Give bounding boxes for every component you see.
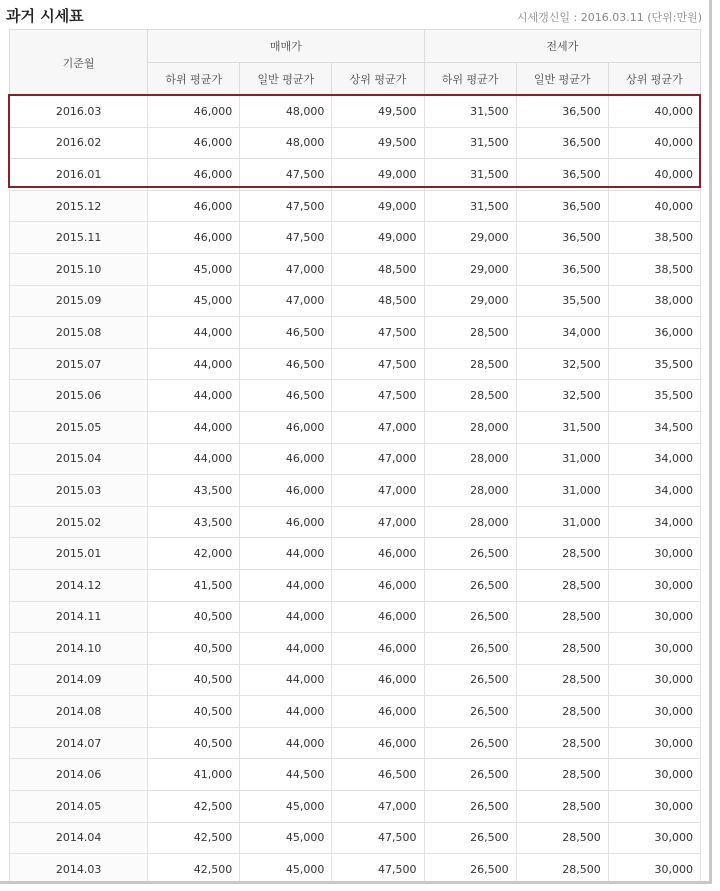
jeonse-upper-avg-header: 상위 평균가: [608, 63, 700, 96]
jeonse-upper-avg-cell: 38,500: [608, 222, 700, 254]
sale-upper-avg-cell: 47,000: [332, 443, 424, 475]
jeonse-upper-avg-cell: 35,500: [608, 348, 700, 380]
jeonse-normal-avg-cell: 36,500: [516, 190, 608, 222]
table-header: [10, 30, 701, 96]
sale-upper-avg-cell: 49,000: [332, 190, 424, 222]
jeonse-upper-avg-cell: 40,000: [608, 190, 700, 222]
jeonse-lower-avg-cell: 31,500: [424, 96, 516, 128]
jeonse-normal-avg-cell: 34,000: [516, 317, 608, 349]
jeonse-normal-avg-cell: 28,500: [516, 822, 608, 854]
sale-normal-avg-cell: 47,500: [240, 222, 332, 254]
jeonse-normal-avg-header: 일반 평균가: [516, 63, 608, 96]
jeonse-normal-avg-cell: 28,500: [516, 791, 608, 823]
sale-normal-avg-cell: 47,500: [240, 190, 332, 222]
jeonse-lower-avg-cell: 31,500: [424, 127, 516, 159]
sale-normal-avg-cell: 47,000: [240, 253, 332, 285]
jeonse-lower-avg-cell: 28,500: [424, 380, 516, 412]
jeonse-lower-avg-cell: 26,500: [424, 569, 516, 601]
month-cell: 2014.03: [10, 854, 148, 884]
sale-normal-avg-cell: 44,000: [240, 696, 332, 728]
sale-upper-avg-cell: 49,000: [332, 159, 424, 191]
jeonse-normal-avg-cell: 28,500: [516, 696, 608, 728]
jeonse-upper-avg-cell: 38,500: [608, 253, 700, 285]
jeonse-lower-avg-cell: 26,500: [424, 696, 516, 728]
sale-normal-avg-cell: 44,000: [240, 727, 332, 759]
month-cell: 2015.01: [10, 538, 148, 570]
sale-normal-avg-cell: 46,000: [240, 506, 332, 538]
table-row: [10, 411, 701, 443]
sale-normal-avg-cell: 46,500: [240, 317, 332, 349]
month-cell: 2016.03: [10, 96, 148, 128]
sale-upper-avg-cell: 46,000: [332, 664, 424, 696]
sale-normal-avg-cell: 45,000: [240, 822, 332, 854]
sale-lower-avg-cell: 44,000: [148, 380, 240, 412]
month-cell: 2014.11: [10, 601, 148, 633]
table-row: [10, 285, 701, 317]
sale-normal-avg-cell: 46,000: [240, 475, 332, 507]
jeonse-normal-avg-cell: 32,500: [516, 348, 608, 380]
sale-lower-avg-cell: 44,000: [148, 317, 240, 349]
sale-upper-avg-cell: 46,000: [332, 696, 424, 728]
month-cell: 2015.09: [10, 285, 148, 317]
month-cell: 2015.12: [10, 190, 148, 222]
jeonse-normal-avg-cell: 36,500: [516, 253, 608, 285]
table-row: [10, 317, 701, 349]
jeonse-upper-avg-cell: 30,000: [608, 633, 700, 665]
table-row: [10, 759, 701, 791]
sale-normal-avg-cell: 44,000: [240, 538, 332, 570]
table-row: [10, 443, 701, 475]
sale-lower-avg-cell: 46,000: [148, 222, 240, 254]
sale-upper-avg-header: 상위 평균가: [332, 63, 424, 96]
table-row: [10, 822, 701, 854]
sale-upper-avg-cell: 46,000: [332, 601, 424, 633]
sale-upper-avg-cell: 47,500: [332, 822, 424, 854]
month-cell: 2015.06: [10, 380, 148, 412]
table-row: [10, 222, 701, 254]
update-info: 시세갱신일 : 2016.03.11 (단위:만원): [516, 11, 702, 24]
sale-lower-avg-cell: 41,500: [148, 569, 240, 601]
jeonse-upper-avg-cell: 40,000: [608, 96, 700, 128]
sale-upper-avg-cell: 47,500: [332, 854, 424, 884]
jeonse-normal-avg-cell: 31,000: [516, 443, 608, 475]
jeonse-upper-avg-cell: 30,000: [608, 854, 700, 884]
sale-normal-avg-cell: 46,000: [240, 411, 332, 443]
jeonse-upper-avg-cell: 34,000: [608, 443, 700, 475]
jeonse-upper-avg-cell: 38,000: [608, 285, 700, 317]
jeonse-normal-avg-cell: 31,500: [516, 411, 608, 443]
sale-upper-avg-cell: 46,500: [332, 759, 424, 791]
sale-lower-avg-cell: 46,000: [148, 190, 240, 222]
table-row: [10, 633, 701, 665]
jeonse-upper-avg-cell: 36,000: [608, 317, 700, 349]
jeonse-normal-avg-cell: 35,500: [516, 285, 608, 317]
jeonse-normal-avg-cell: 28,500: [516, 854, 608, 884]
jeonse-upper-avg-cell: 40,000: [608, 127, 700, 159]
jeonse-lower-avg-cell: 26,500: [424, 633, 516, 665]
sale-upper-avg-cell: 48,500: [332, 285, 424, 317]
table-row: [10, 506, 701, 538]
sale-lower-avg-cell: 43,500: [148, 506, 240, 538]
table-row: [10, 727, 701, 759]
sale-lower-avg-cell: 46,000: [148, 159, 240, 191]
month-cell: 2014.10: [10, 633, 148, 665]
jeonse-normal-avg-cell: 31,000: [516, 506, 608, 538]
jeonse-normal-avg-cell: 31,000: [516, 475, 608, 507]
month-cell: 2014.05: [10, 791, 148, 823]
month-cell: 2015.05: [10, 411, 148, 443]
sale-normal-avg-cell: 47,000: [240, 285, 332, 317]
sale-lower-avg-cell: 44,000: [148, 348, 240, 380]
month-cell: 2016.01: [10, 159, 148, 191]
panel-header: [0, 0, 710, 30]
month-cell: 2014.08: [10, 696, 148, 728]
sale-upper-avg-cell: 46,000: [332, 727, 424, 759]
jeonse-lower-avg-cell: 26,500: [424, 791, 516, 823]
jeonse-normal-avg-cell: 36,500: [516, 159, 608, 191]
sale-lower-avg-cell: 44,000: [148, 411, 240, 443]
sale-upper-avg-cell: 49,500: [332, 96, 424, 128]
page-title: 과거 시세표: [6, 7, 84, 25]
sale-normal-avg-cell: 46,500: [240, 348, 332, 380]
sale-upper-avg-cell: 47,000: [332, 791, 424, 823]
sale-lower-avg-cell: 46,000: [148, 127, 240, 159]
jeonse-lower-avg-cell: 28,000: [424, 411, 516, 443]
table-row: [10, 159, 701, 191]
jeonse-upper-avg-cell: 34,000: [608, 475, 700, 507]
sale-lower-avg-cell: 40,500: [148, 633, 240, 665]
jeonse-lower-avg-cell: 26,500: [424, 854, 516, 884]
jeonse-lower-avg-cell: 28,000: [424, 475, 516, 507]
table-row: [10, 696, 701, 728]
jeonse-normal-avg-cell: 28,500: [516, 759, 608, 791]
sale-normal-avg-cell: 46,500: [240, 380, 332, 412]
jeonse-lower-avg-cell: 29,000: [424, 285, 516, 317]
jeonse-upper-avg-cell: 30,000: [608, 569, 700, 601]
table-row: [10, 253, 701, 285]
jeonse-lower-avg-cell: 26,500: [424, 601, 516, 633]
jeonse-lower-avg-cell: 26,500: [424, 664, 516, 696]
sale-upper-avg-cell: 47,500: [332, 380, 424, 412]
sale-upper-avg-cell: 47,000: [332, 475, 424, 507]
price-history-table: [9, 29, 701, 884]
month-cell: 2014.09: [10, 664, 148, 696]
jeonse-normal-avg-cell: 28,500: [516, 633, 608, 665]
jeonse-normal-avg-cell: 36,500: [516, 222, 608, 254]
month-cell: 2014.12: [10, 569, 148, 601]
jeonse-lower-avg-cell: 31,500: [424, 190, 516, 222]
sale-lower-avg-cell: 40,500: [148, 696, 240, 728]
sale-normal-avg-cell: 45,000: [240, 854, 332, 884]
month-cell: 2015.11: [10, 222, 148, 254]
sale-price-group-header: 매매가: [148, 30, 424, 63]
table-row: [10, 664, 701, 696]
jeonse-normal-avg-cell: 28,500: [516, 601, 608, 633]
jeonse-upper-avg-cell: 30,000: [608, 727, 700, 759]
jeonse-lower-avg-cell: 26,500: [424, 759, 516, 791]
jeonse-lower-avg-cell: 28,000: [424, 506, 516, 538]
jeonse-upper-avg-cell: 30,000: [608, 759, 700, 791]
jeonse-normal-avg-cell: 28,500: [516, 569, 608, 601]
sale-upper-avg-cell: 46,000: [332, 538, 424, 570]
sale-upper-avg-cell: 46,000: [332, 569, 424, 601]
sale-normal-avg-cell: 46,000: [240, 443, 332, 475]
jeonse-upper-avg-cell: 34,500: [608, 411, 700, 443]
jeonse-upper-avg-cell: 30,000: [608, 601, 700, 633]
table-row: [10, 569, 701, 601]
jeonse-upper-avg-cell: 30,000: [608, 538, 700, 570]
jeonse-upper-avg-cell: 30,000: [608, 696, 700, 728]
sale-normal-avg-cell: 48,000: [240, 127, 332, 159]
month-cell: 2014.07: [10, 727, 148, 759]
jeonse-upper-avg-cell: 35,500: [608, 380, 700, 412]
sale-upper-avg-cell: 47,500: [332, 348, 424, 380]
table-row: [10, 538, 701, 570]
sale-lower-avg-cell: 42,500: [148, 854, 240, 884]
jeonse-upper-avg-cell: 30,000: [608, 791, 700, 823]
sale-normal-avg-cell: 47,500: [240, 159, 332, 191]
sale-lower-avg-cell: 42,500: [148, 822, 240, 854]
table-row: [10, 475, 701, 507]
sale-upper-avg-cell: 47,500: [332, 317, 424, 349]
jeonse-lower-avg-cell: 29,000: [424, 222, 516, 254]
sale-upper-avg-cell: 47,000: [332, 411, 424, 443]
sale-upper-avg-cell: 49,000: [332, 222, 424, 254]
sale-normal-avg-cell: 44,000: [240, 569, 332, 601]
sale-upper-avg-cell: 46,000: [332, 633, 424, 665]
jeonse-lower-avg-cell: 28,500: [424, 317, 516, 349]
month-cell: 2015.03: [10, 475, 148, 507]
table-body: [10, 96, 701, 885]
sale-upper-avg-cell: 48,500: [332, 253, 424, 285]
table-row: [10, 127, 701, 159]
sale-upper-avg-cell: 49,500: [332, 127, 424, 159]
jeonse-upper-avg-cell: 40,000: [608, 159, 700, 191]
month-cell: 2014.06: [10, 759, 148, 791]
jeonse-normal-avg-cell: 36,500: [516, 96, 608, 128]
sale-normal-avg-cell: 44,000: [240, 664, 332, 696]
jeonse-lower-avg-cell: 26,500: [424, 822, 516, 854]
sale-lower-avg-cell: 40,500: [148, 664, 240, 696]
table-row: [10, 190, 701, 222]
month-cell: 2015.02: [10, 506, 148, 538]
sale-lower-avg-cell: 44,000: [148, 443, 240, 475]
jeonse-normal-avg-cell: 28,500: [516, 727, 608, 759]
jeonse-lower-avg-header: 하위 평균가: [424, 63, 516, 96]
jeonse-price-group-header: 전세가: [424, 30, 700, 63]
jeonse-normal-avg-cell: 36,500: [516, 127, 608, 159]
sale-lower-avg-cell: 40,500: [148, 601, 240, 633]
jeonse-normal-avg-cell: 32,500: [516, 380, 608, 412]
sale-normal-avg-cell: 48,000: [240, 96, 332, 128]
jeonse-lower-avg-cell: 26,500: [424, 538, 516, 570]
jeonse-lower-avg-cell: 28,500: [424, 348, 516, 380]
sale-lower-avg-cell: 46,000: [148, 96, 240, 128]
table-row: [10, 380, 701, 412]
sale-lower-avg-cell: 43,500: [148, 475, 240, 507]
month-cell: 2015.10: [10, 253, 148, 285]
jeonse-lower-avg-cell: 31,500: [424, 159, 516, 191]
sale-lower-avg-cell: 45,000: [148, 285, 240, 317]
sale-lower-avg-cell: 40,500: [148, 727, 240, 759]
sale-upper-avg-cell: 47,000: [332, 506, 424, 538]
jeonse-lower-avg-cell: 28,000: [424, 443, 516, 475]
jeonse-lower-avg-cell: 26,500: [424, 727, 516, 759]
sale-normal-avg-cell: 45,000: [240, 791, 332, 823]
sale-lower-avg-cell: 42,000: [148, 538, 240, 570]
table-row: [10, 791, 701, 823]
jeonse-upper-avg-cell: 34,000: [608, 506, 700, 538]
month-cell: 2016.02: [10, 127, 148, 159]
table-row: [10, 96, 701, 128]
sale-lower-avg-header: 하위 평균가: [148, 63, 240, 96]
sale-normal-avg-cell: 44,500: [240, 759, 332, 791]
table-row: [10, 601, 701, 633]
jeonse-normal-avg-cell: 28,500: [516, 538, 608, 570]
month-cell: 2015.04: [10, 443, 148, 475]
sale-lower-avg-cell: 42,500: [148, 791, 240, 823]
table-row: [10, 348, 701, 380]
sale-normal-avg-header: 일반 평균가: [240, 63, 332, 96]
jeonse-lower-avg-cell: 29,000: [424, 253, 516, 285]
month-cell: 2014.04: [10, 822, 148, 854]
sale-lower-avg-cell: 45,000: [148, 253, 240, 285]
jeonse-upper-avg-cell: 30,000: [608, 664, 700, 696]
sale-normal-avg-cell: 44,000: [240, 633, 332, 665]
sale-lower-avg-cell: 41,000: [148, 759, 240, 791]
sale-normal-avg-cell: 44,000: [240, 601, 332, 633]
month-cell: 2015.08: [10, 317, 148, 349]
month-column-header: 기준월: [10, 30, 148, 96]
table-row: [10, 854, 701, 884]
jeonse-normal-avg-cell: 28,500: [516, 664, 608, 696]
month-cell: 2015.07: [10, 348, 148, 380]
jeonse-upper-avg-cell: 30,000: [608, 822, 700, 854]
